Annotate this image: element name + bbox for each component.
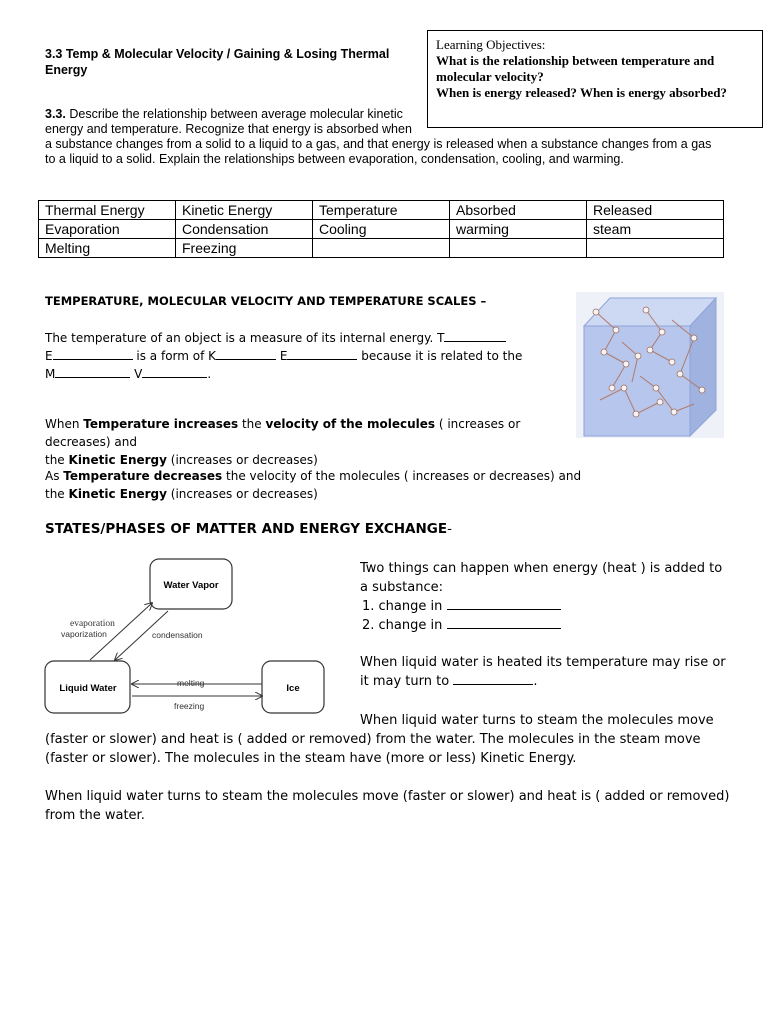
vocab-cell	[313, 239, 450, 258]
vocab-cell: Freezing	[176, 239, 313, 258]
answer-blank[interactable]	[142, 365, 207, 378]
energy-added-paragraph	[360, 559, 730, 691]
objectives-heading: Learning Objectives:	[436, 37, 546, 52]
states-heading-suffix: -	[447, 521, 452, 537]
vocab-cell: Temperature	[313, 201, 450, 220]
vocab-cell: Thermal Energy	[39, 201, 176, 220]
temp-text: E	[276, 349, 288, 363]
heated-text: When liquid water is heated its temperature may rise or it may turn to	[360, 655, 726, 689]
vocab-cell: Kinetic Energy	[176, 201, 313, 220]
item-text: 1. change in	[362, 599, 447, 614]
temp-text: because it is related to the	[357, 349, 523, 363]
inc-bold: Kinetic Energy	[68, 453, 167, 467]
answer-blank[interactable]	[447, 597, 561, 610]
dec-bold: Temperature decreases	[63, 469, 223, 483]
dec-text: the velocity of the molecules ( increases or decreases) and	[222, 469, 582, 483]
dec-text: (increases or decreases)	[166, 487, 318, 501]
vocab-cell: Absorbed	[450, 201, 587, 220]
temperature-paragraph	[45, 329, 565, 383]
item-text: 2. change in	[362, 618, 447, 633]
inc-text: ( increases or decreases) and	[45, 417, 521, 449]
vocabulary-table	[38, 200, 724, 258]
standard-number: 3.3.	[45, 107, 66, 121]
vocab-cell: steam	[587, 220, 724, 239]
steam-paragraph-2: When liquid water turns to steam the molecules move (faster or slower) and heat is ( added or removed) from the water.	[45, 789, 730, 823]
standard-line-4: to a liquid to a solid. Explain the relationships between evaporation, condensation, cooling, and warming.	[45, 152, 624, 166]
objective-question-2: When is energy released? When is energy absorbed?	[436, 85, 727, 100]
vocab-cell: Released	[587, 201, 724, 220]
temperature-section-heading: TEMPERATURE, MOLECULAR VELOCITY AND TEMPERATURE SCALES –	[45, 294, 487, 308]
list-item	[360, 597, 730, 616]
inc-text: the	[45, 453, 69, 467]
table-row	[39, 239, 724, 258]
standard-line-2: energy and temperature. Recognize that energy is absorbed when	[45, 122, 412, 136]
heated-end: .	[533, 674, 538, 689]
vaporization-label: vaporization	[61, 629, 107, 639]
objective-question-1: What is the relationship between temperature and molecular velocity?	[436, 53, 715, 84]
heated-sentence	[360, 653, 730, 691]
table-row	[39, 220, 724, 239]
temp-text: is a form of K	[132, 349, 217, 363]
page-title: 3.3 Temp & Molecular Velocity / Gaining & Losing Thermal Energy	[45, 47, 390, 77]
answer-blank[interactable]	[55, 365, 130, 378]
vocab-cell: Melting	[39, 239, 176, 258]
inc-text: When	[45, 417, 84, 431]
standard-line-3: a substance changes from a solid to a liquid to a gas, and that energy is released when a substance changes from a gas	[45, 137, 712, 151]
temp-text: .	[207, 367, 212, 381]
vocab-cell: Condensation	[176, 220, 313, 239]
temperature-decreases-paragraph	[45, 467, 585, 503]
energy-intro: Two things can happen when energy (heat ) is added to a substance:	[360, 561, 723, 595]
ice-label: Ice	[286, 683, 300, 694]
standard-description	[45, 107, 711, 167]
dec-text: As	[45, 469, 64, 483]
freezing-label: freezing	[174, 701, 205, 711]
vocab-cell	[450, 239, 587, 258]
temp-text: V	[130, 367, 143, 381]
condensation-label: condensation	[152, 630, 203, 640]
inc-text: the	[238, 417, 266, 431]
states-section-heading	[45, 521, 452, 537]
answer-blank[interactable]	[453, 672, 533, 685]
answer-blank[interactable]	[287, 347, 357, 360]
inc-bold: velocity of the molecules	[265, 417, 436, 431]
melting-label: melting	[177, 678, 205, 688]
phase-change-diagram	[40, 556, 340, 718]
molecule-cube-illustration	[576, 292, 724, 438]
vocab-cell: Evaporation	[39, 220, 176, 239]
temp-text: M	[45, 367, 56, 381]
answer-blank[interactable]	[216, 347, 276, 360]
vocab-cell: Cooling	[313, 220, 450, 239]
temp-text: E	[45, 349, 53, 363]
answer-blank[interactable]	[53, 347, 133, 360]
temp-text: The temperature of an object is a measure of its internal energy. T	[45, 331, 445, 345]
temperature-increases-paragraph	[45, 415, 585, 469]
liquid-water-label: Liquid Water	[59, 683, 117, 694]
standard-line-1: Describe the relationship between average molecular kinetic	[69, 107, 403, 121]
dec-text: the	[45, 487, 69, 501]
inc-bold: Temperature increases	[83, 417, 239, 431]
table-row	[39, 201, 724, 220]
vocab-cell	[587, 239, 724, 258]
vocab-cell: warming	[450, 220, 587, 239]
answer-blank[interactable]	[444, 329, 506, 342]
states-heading-text: STATES/PHASES OF MATTER AND ENERGY EXCHANGE	[45, 521, 448, 537]
list-item	[360, 616, 730, 635]
cube-front-face	[584, 326, 690, 436]
answer-blank[interactable]	[447, 616, 561, 629]
inc-text: (increases or decreases)	[166, 453, 318, 467]
water-vapor-label: Water Vapor	[163, 580, 219, 591]
dec-bold: Kinetic Energy	[68, 487, 167, 501]
evaporation-label: evaporation	[70, 619, 115, 629]
steam-paragraph-1: When liquid water turns to steam the molecules move (faster or slower) and heat is ( added or removed) from the water. The molecules in the steam move (faster or slower). The molecules in the steam have (more or less) Kinetic Energy.	[45, 713, 714, 766]
